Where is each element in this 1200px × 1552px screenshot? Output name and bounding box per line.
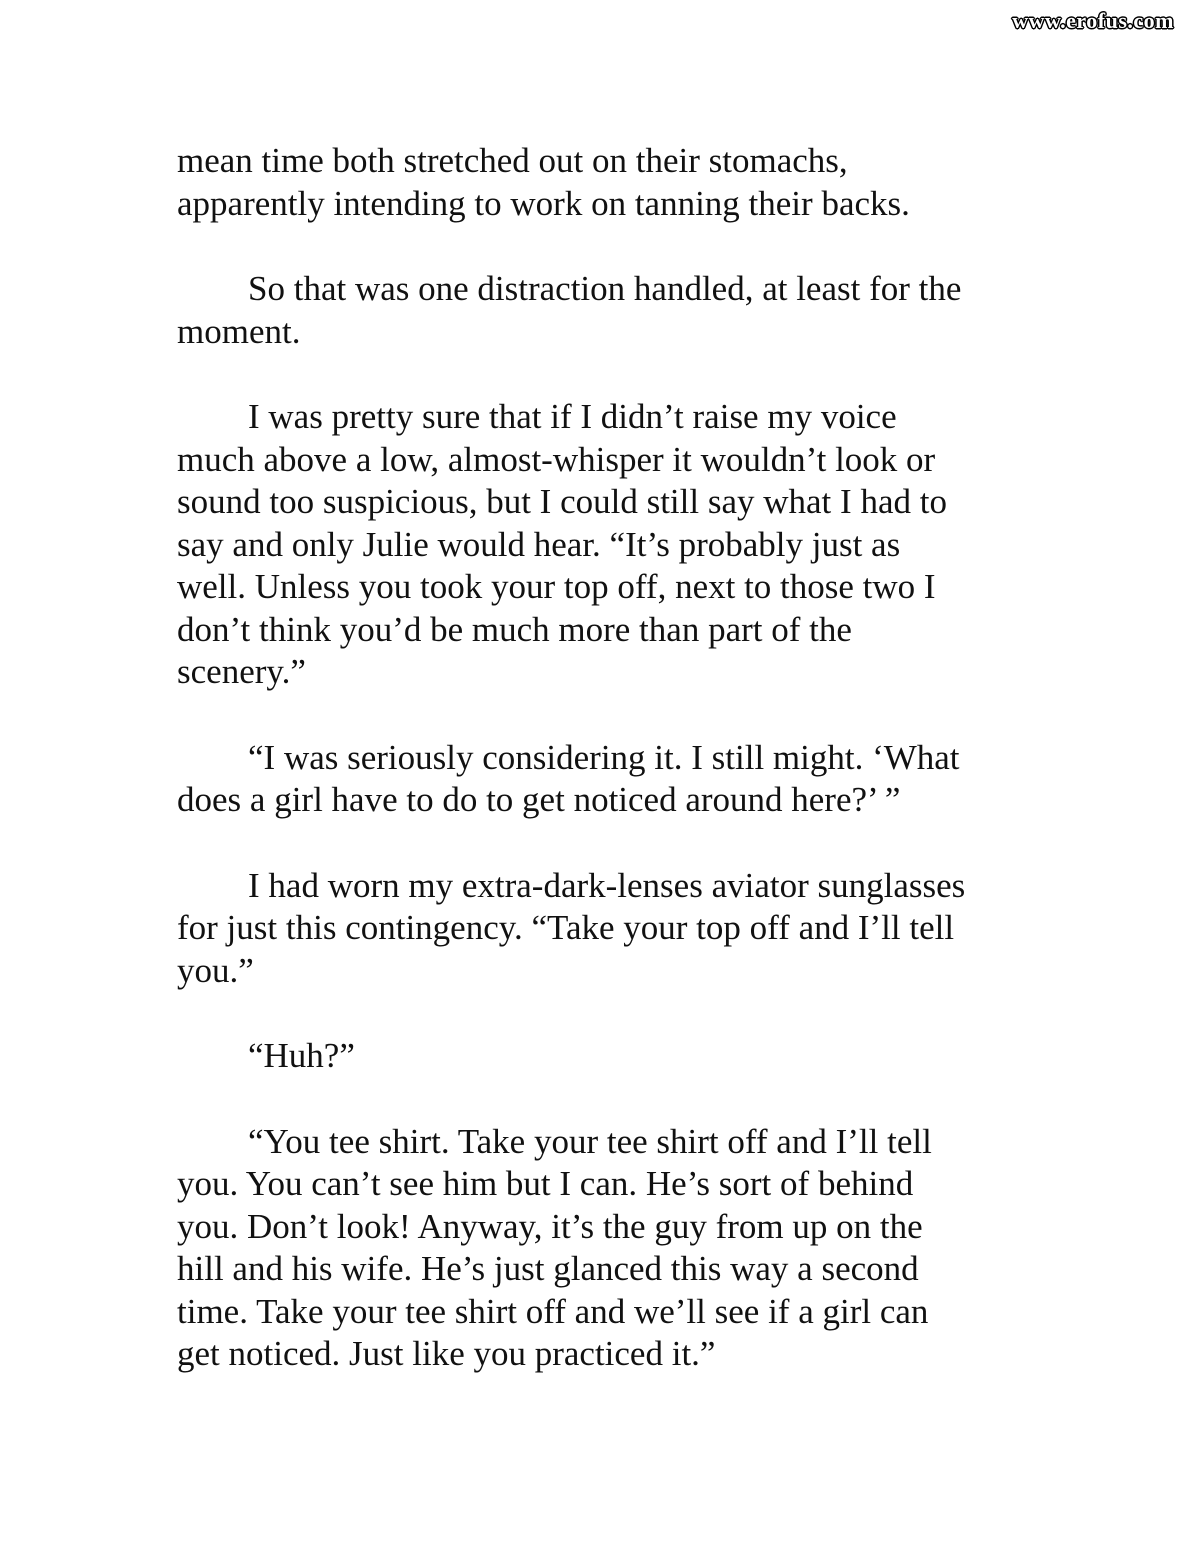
paragraph-5: I had worn my extra-dark-lenses aviator sunglasses for just this contingency. “Take your top off and I’ll tell you.” [177, 865, 966, 990]
paragraph-2: So that was one distraction handled, at least for the moment. [177, 269, 962, 351]
story-text [177, 140, 1037, 1419]
watermark-text: www.erofus.com [1012, 8, 1174, 33]
paragraph-7: “You tee shirt. Take your tee shirt off and I’ll tell you. You can’t see him but I can. He’s sort of behind you. Don’t look! Anyway, it’s the guy from up on the hill and his wife. He’s just glanced this way a second time. Take your tee shirt off and we’ll see if a girl can get noticed. Just like you practiced it.” [177, 1121, 932, 1373]
paragraph-4: “I was seriously considering it. I still might. ‘What does a girl have to do to get noticed around here?’ ” [177, 737, 960, 819]
paragraph-1: mean time both stretched out on their stomachs, apparently intending to work on tanning their backs. [177, 141, 910, 223]
paragraph-6: “Huh?” [248, 1036, 355, 1075]
paragraph-3: I was pretty sure that if I didn’t raise my voice much above a low, almost-whisper it wouldn’t look or sound too suspicious, but I could still say what I had to say and only Julie would hear. “It’s probably just as well. Unless you took your top off, next to those two I don’t think you’d be much more than part of the scenery.” [177, 397, 947, 691]
